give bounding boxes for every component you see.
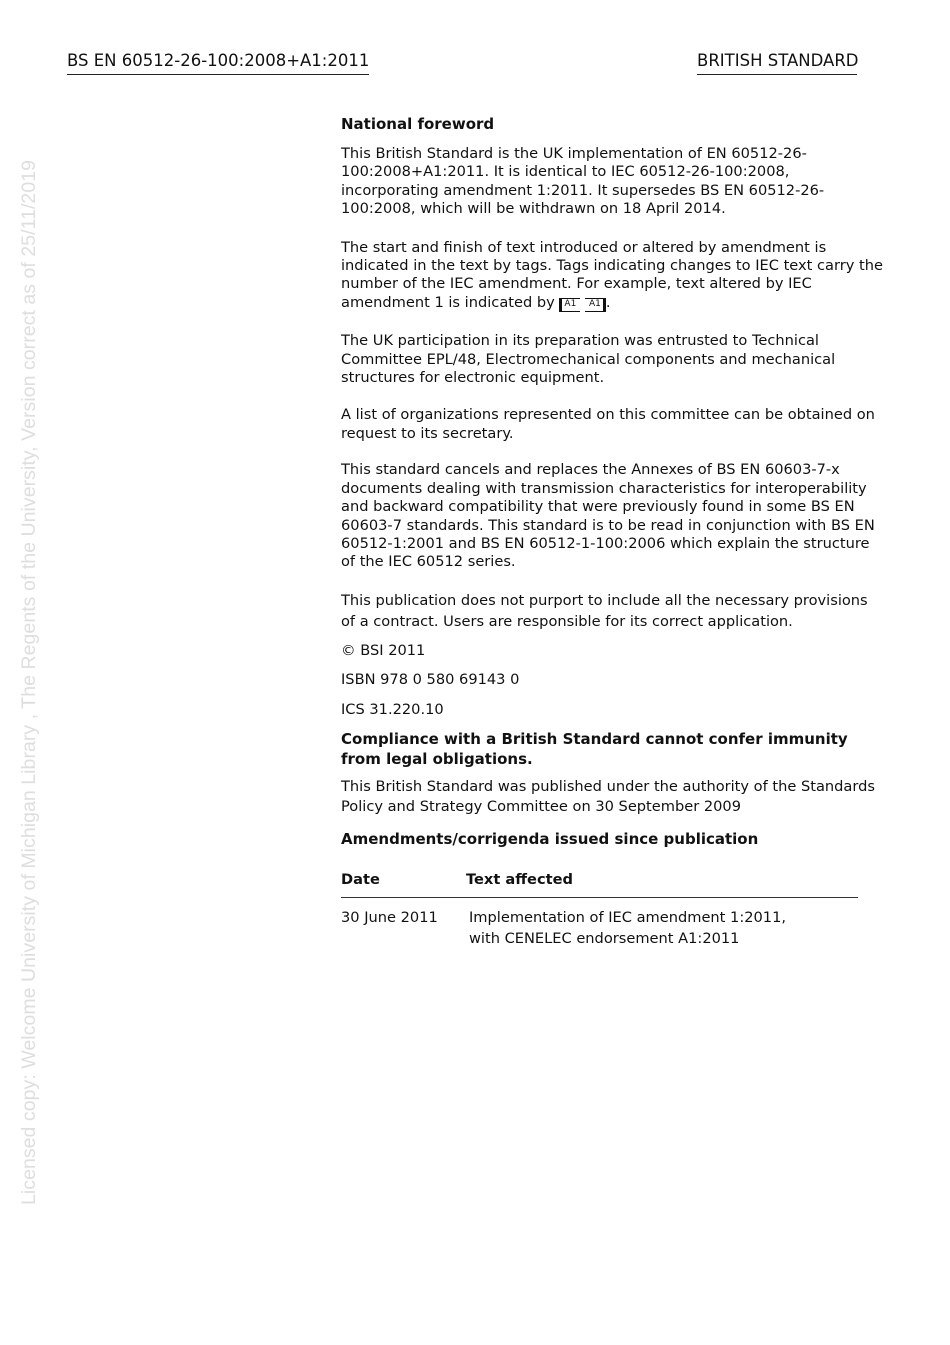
foreword-title: National foreword bbox=[341, 115, 495, 133]
foreword-paragraph-5: This standard cancels and replaces the Annexes of BS EN 60603-7-x documents dealing with transmission characteristics for interoperability and backward compatibility that were previously found in some BS EN 60603-7 standards. This standard is to be read in conjunction with BS EN 60512-1:2001 and BS EN 60512-1-100:2006 which explain the structure of the IEC 60512 series. bbox=[341, 461, 875, 571]
table-header bbox=[341, 871, 858, 898]
license-watermark: Licensed copy: Welcome University of Michigan Library , The Regents of the University, Version correct as of 25/11/2019 bbox=[18, 159, 40, 1205]
amendment-text-line-2: with CENELEC endorsement A1:2011 bbox=[469, 930, 740, 948]
table-row bbox=[341, 898, 858, 949]
isbn-line: ISBN 978 0 580 69143 0 bbox=[341, 671, 520, 689]
foreword-body bbox=[341, 114, 886, 949]
foreword-paragraph-4: A list of organizations represented on this committee can be obtained on request to its secretary. bbox=[341, 406, 875, 442]
text-affected-column-header: Text affected bbox=[466, 870, 573, 888]
foreword-paragraph-6: This publication does not purport to include all the necessary provisions of a contract. Users are responsible for its correct application. bbox=[341, 591, 868, 630]
copyright-line: © BSI 2011 bbox=[341, 641, 426, 659]
amendments-title: Amendments/corrigenda issued since publication bbox=[341, 829, 759, 848]
tag-close-icon: A1 bbox=[585, 298, 606, 312]
foreword-paragraph-2 bbox=[341, 239, 886, 313]
standard-type-label: BRITISH STANDARD bbox=[697, 51, 857, 75]
date-column-header: Date bbox=[341, 870, 380, 888]
amendment-text bbox=[466, 907, 858, 949]
amendment-date: 30 June 2011 bbox=[341, 909, 438, 927]
document-code: BS EN 60512-26-100:2008+A1:2011 bbox=[67, 51, 369, 75]
foreword-paragraph-1: This British Standard is the UK implementation of EN 60512-26-100:2008+A1:2011. It is identical to IEC 60512-26-100:2008, incorporating amendment 1:2011. It supersedes BS EN 60512-26-100:2008, which will be withdrawn on 18 April 2014. bbox=[341, 145, 825, 218]
compliance-statement: Compliance with a British Standard cannot confer immunity from legal obligations. bbox=[341, 729, 848, 768]
publication-statement: This British Standard was published under the authority of the Standards Policy and Strategy Committee on 30 September 2009 bbox=[341, 777, 875, 815]
amendment-text-line-1: Implementation of IEC amendment 1:2011, bbox=[469, 909, 787, 927]
amendment-tag-end: . bbox=[605, 293, 611, 311]
amendment-tag-text: The start and finish of text introduced or altered by amendment is indicated in the text by tags. Tags indicating changes to IEC text carry the number of the IEC amendment. For example, text altered by IEC amendment 1 is indicated by bbox=[341, 238, 883, 311]
tag-open-icon: A1 bbox=[559, 298, 580, 312]
foreword-paragraph-3: The UK participation in its preparation was entrusted to Technical Committee EPL/48, Electromechanical components and mechanical structures for electronic equipment. bbox=[341, 332, 836, 387]
amendments-table bbox=[341, 871, 858, 949]
ics-line: ICS 31.220.10 bbox=[341, 700, 444, 718]
